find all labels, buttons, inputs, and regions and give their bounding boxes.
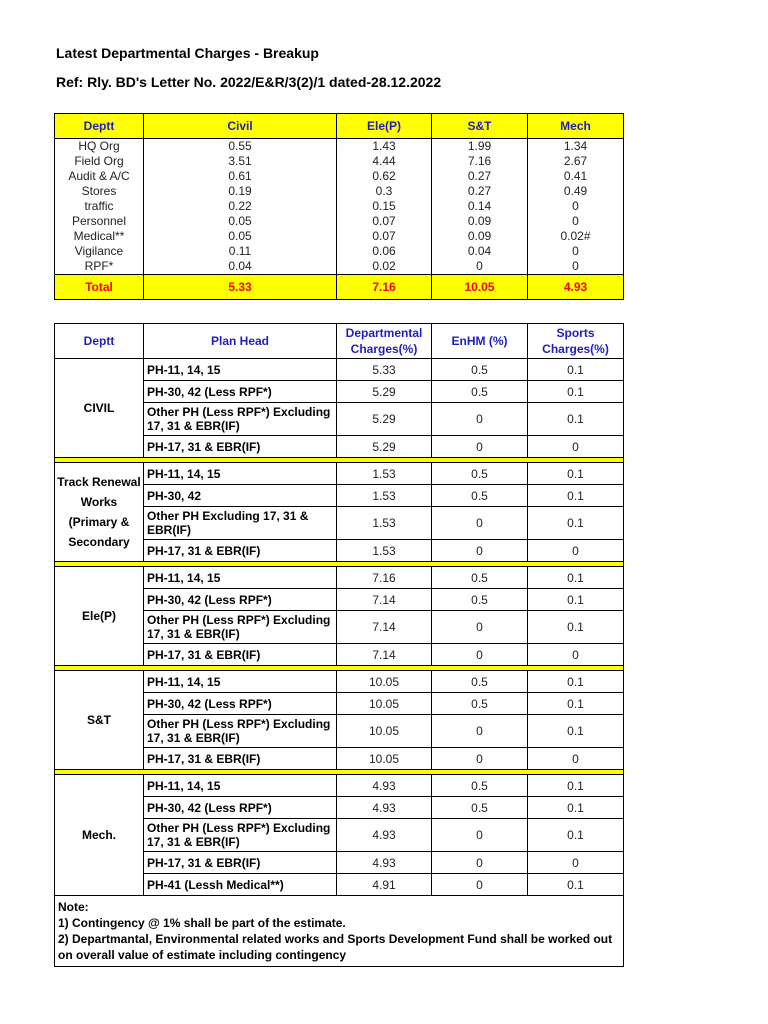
value-cell: 0 (528, 748, 624, 770)
table-cell: 0.27 (432, 169, 528, 184)
note-row (55, 896, 624, 967)
column-header: Deptt (55, 114, 144, 139)
plan-head-cell: Other PH (Less RPF*) Excluding 17, 31 & EBR(IF) (144, 715, 337, 748)
breakup-header-row (55, 114, 624, 139)
plan-head-cell: Other PH Excluding 17, 31 & EBR(IF) (144, 507, 337, 540)
table-cell: 0.49 (528, 184, 624, 199)
department-group-label: Track Renewal Works (Primary & Secondary (55, 463, 144, 562)
table-row (55, 199, 624, 214)
row-label: Stores (55, 184, 144, 199)
value-cell: 0 (432, 611, 528, 644)
row-label: Audit & A/C (55, 169, 144, 184)
table-cell: 0.62 (337, 169, 432, 184)
table-cell: 0.02 (337, 259, 432, 275)
value-cell: 0.1 (528, 359, 624, 381)
value-cell: 0.1 (528, 403, 624, 436)
value-cell: 0.1 (528, 463, 624, 485)
column-header: Departmental Charges(%) (337, 324, 432, 359)
value-cell: 0.1 (528, 693, 624, 715)
value-cell: 4.93 (337, 797, 432, 819)
value-cell: 1.53 (337, 540, 432, 562)
value-cell: 0 (432, 748, 528, 770)
row-label: Medical** (55, 229, 144, 244)
table-row (55, 244, 624, 259)
table-cell: 0 (528, 214, 624, 229)
value-cell: 0 (528, 436, 624, 458)
value-cell: 0.1 (528, 589, 624, 611)
column-header: Civil (144, 114, 337, 139)
department-group-label: S&T (55, 671, 144, 770)
value-cell: 10.05 (337, 671, 432, 693)
value-cell: 1.53 (337, 485, 432, 507)
value-cell: 0 (432, 715, 528, 748)
total-row (55, 275, 624, 300)
page-title: Latest Departmental Charges - Breakup (56, 45, 319, 61)
value-cell: 0.1 (528, 507, 624, 540)
total-cell: 10.05 (432, 275, 528, 300)
value-cell: 0.5 (432, 671, 528, 693)
column-header: Sports Charges(%) (528, 324, 624, 359)
table-cell: 0.05 (144, 229, 337, 244)
row-label: Personnel (55, 214, 144, 229)
plan-head-cell: PH-11, 14, 15 (144, 775, 337, 797)
value-cell: 0.1 (528, 874, 624, 896)
table-cell: 0.09 (432, 214, 528, 229)
value-cell: 0.1 (528, 567, 624, 589)
value-cell: 7.14 (337, 611, 432, 644)
value-cell: 0 (432, 436, 528, 458)
table-row (55, 214, 624, 229)
column-header: Deptt (55, 324, 144, 359)
table-cell: 0.27 (432, 184, 528, 199)
value-cell: 0.1 (528, 775, 624, 797)
table-cell: 0 (528, 244, 624, 259)
value-cell: 0.1 (528, 611, 624, 644)
value-cell: 7.16 (337, 567, 432, 589)
table-cell: 4.44 (337, 154, 432, 169)
table-row (55, 259, 624, 275)
note-item: 1) Contingency @ 1% shall be part of the estimate. (58, 916, 346, 930)
table-cell: 0.19 (144, 184, 337, 199)
value-cell: 0.5 (432, 359, 528, 381)
plan-head-cell: Other PH (Less RPF*) Excluding 17, 31 & EBR(IF) (144, 403, 337, 436)
table-row (55, 229, 624, 244)
value-cell: 0.1 (528, 381, 624, 403)
table-cell: 7.16 (432, 154, 528, 169)
row-label: HQ Org (55, 139, 144, 155)
note-item: 2) Departmantal, Environmental related works and Sports Development Fund shall be worked out on overall value of estimate including contingency (58, 932, 613, 962)
table-cell: 0 (528, 259, 624, 275)
column-header: Ele(P) (337, 114, 432, 139)
column-header: Mech (528, 114, 624, 139)
reference-line: Ref: Rly. BD's Letter No. 2022/E&R/3(2)/1 dated-28.12.2022 (56, 74, 442, 90)
plan-head-cell: PH-11, 14, 15 (144, 463, 337, 485)
plan-head-cell: Other PH (Less RPF*) Excluding 17, 31 & EBR(IF) (144, 819, 337, 852)
plan-head-cell: PH-17, 31 & EBR(IF) (144, 644, 337, 666)
value-cell: 10.05 (337, 693, 432, 715)
plan-head-cell: PH-11, 14, 15 (144, 567, 337, 589)
value-cell: 1.53 (337, 463, 432, 485)
table-cell: 0.3 (337, 184, 432, 199)
value-cell: 0.5 (432, 797, 528, 819)
value-cell: 0 (432, 819, 528, 852)
value-cell: 0.5 (432, 693, 528, 715)
table-row (55, 671, 624, 693)
table-cell: 0.15 (337, 199, 432, 214)
table-cell: 0.04 (144, 259, 337, 275)
department-group-label: CIVIL (55, 359, 144, 458)
value-cell: 7.14 (337, 644, 432, 666)
plan-head-cell: PH-30, 42 (144, 485, 337, 507)
note-block (55, 896, 624, 967)
value-cell: 5.33 (337, 359, 432, 381)
value-cell: 0.5 (432, 485, 528, 507)
plan-head-cell: PH-30, 42 (Less RPF*) (144, 381, 337, 403)
table-cell: 0 (432, 259, 528, 275)
table-cell: 0.09 (432, 229, 528, 244)
table-cell: 0.41 (528, 169, 624, 184)
value-cell: 0 (528, 540, 624, 562)
table-row (55, 139, 624, 155)
value-cell: 0.5 (432, 589, 528, 611)
value-cell: 5.29 (337, 436, 432, 458)
plan-head-cell: PH-30, 42 (Less RPF*) (144, 589, 337, 611)
plan-head-cell: PH-30, 42 (Less RPF*) (144, 693, 337, 715)
value-cell: 10.05 (337, 715, 432, 748)
value-cell: 4.93 (337, 819, 432, 852)
table-cell: 0.04 (432, 244, 528, 259)
table-row (55, 154, 624, 169)
value-cell: 0 (432, 507, 528, 540)
plan-head-cell: PH-17, 31 & EBR(IF) (144, 748, 337, 770)
table-cell: 0.05 (144, 214, 337, 229)
plan-header-row (55, 324, 624, 359)
value-cell: 0.1 (528, 715, 624, 748)
value-cell: 0.1 (528, 485, 624, 507)
value-cell: 5.29 (337, 403, 432, 436)
column-header: EnHM (%) (432, 324, 528, 359)
table-row (55, 184, 624, 199)
total-cell: 7.16 (337, 275, 432, 300)
plan-head-cell: PH-41 (Lessh Medical**) (144, 874, 337, 896)
plan-head-cell: PH-11, 14, 15 (144, 671, 337, 693)
table-cell: 0.07 (337, 229, 432, 244)
row-label: Field Org (55, 154, 144, 169)
plan-head-cell: PH-17, 31 & EBR(IF) (144, 436, 337, 458)
table-cell: 0.06 (337, 244, 432, 259)
table-cell: 1.34 (528, 139, 624, 155)
plan-head-cell: PH-17, 31 & EBR(IF) (144, 540, 337, 562)
table-row (55, 567, 624, 589)
value-cell: 5.29 (337, 381, 432, 403)
department-group-label: Mech. (55, 775, 144, 896)
row-label: RPF* (55, 259, 144, 275)
table-cell: 1.99 (432, 139, 528, 155)
value-cell: 4.93 (337, 775, 432, 797)
value-cell: 0 (528, 644, 624, 666)
value-cell: 0 (432, 540, 528, 562)
table-cell: 0.14 (432, 199, 528, 214)
table-cell: 0 (528, 199, 624, 214)
table-cell: 1.43 (337, 139, 432, 155)
column-header: Plan Head (144, 324, 337, 359)
total-cell: 4.93 (528, 275, 624, 300)
total-cell: 5.33 (144, 275, 337, 300)
value-cell: 0 (432, 852, 528, 874)
value-cell: 0 (528, 852, 624, 874)
table-cell: 0.11 (144, 244, 337, 259)
table-cell: 2.67 (528, 154, 624, 169)
table-row (55, 359, 624, 381)
department-breakup-table (54, 113, 624, 300)
plan-head-cell: PH-11, 14, 15 (144, 359, 337, 381)
plan-head-cell: Other PH (Less RPF*) Excluding 17, 31 & EBR(IF) (144, 611, 337, 644)
table-cell: 0.07 (337, 214, 432, 229)
value-cell: 0.5 (432, 381, 528, 403)
value-cell: 0.1 (528, 797, 624, 819)
value-cell: 4.93 (337, 852, 432, 874)
value-cell: 1.53 (337, 507, 432, 540)
value-cell: 10.05 (337, 748, 432, 770)
value-cell: 0 (432, 403, 528, 436)
value-cell: 4.91 (337, 874, 432, 896)
value-cell: 0.5 (432, 463, 528, 485)
column-header: S&T (432, 114, 528, 139)
table-row (55, 169, 624, 184)
row-label: Vigilance (55, 244, 144, 259)
value-cell: 0.1 (528, 819, 624, 852)
plan-head-charges-table (54, 323, 624, 967)
plan-head-cell: PH-30, 42 (Less RPF*) (144, 797, 337, 819)
table-cell: 0.02# (528, 229, 624, 244)
total-label: Total (55, 275, 144, 300)
table-row (55, 463, 624, 485)
value-cell: 0.1 (528, 671, 624, 693)
table-row (55, 775, 624, 797)
row-label: traffic (55, 199, 144, 214)
plan-head-cell: PH-17, 31 & EBR(IF) (144, 852, 337, 874)
value-cell: 0 (432, 644, 528, 666)
table-cell: 0.61 (144, 169, 337, 184)
note-heading: Note: (58, 900, 89, 914)
table-cell: 0.55 (144, 139, 337, 155)
table-cell: 3.51 (144, 154, 337, 169)
value-cell: 0.5 (432, 567, 528, 589)
value-cell: 0 (432, 874, 528, 896)
value-cell: 0.5 (432, 775, 528, 797)
table-cell: 0.22 (144, 199, 337, 214)
department-group-label: Ele(P) (55, 567, 144, 666)
value-cell: 7.14 (337, 589, 432, 611)
